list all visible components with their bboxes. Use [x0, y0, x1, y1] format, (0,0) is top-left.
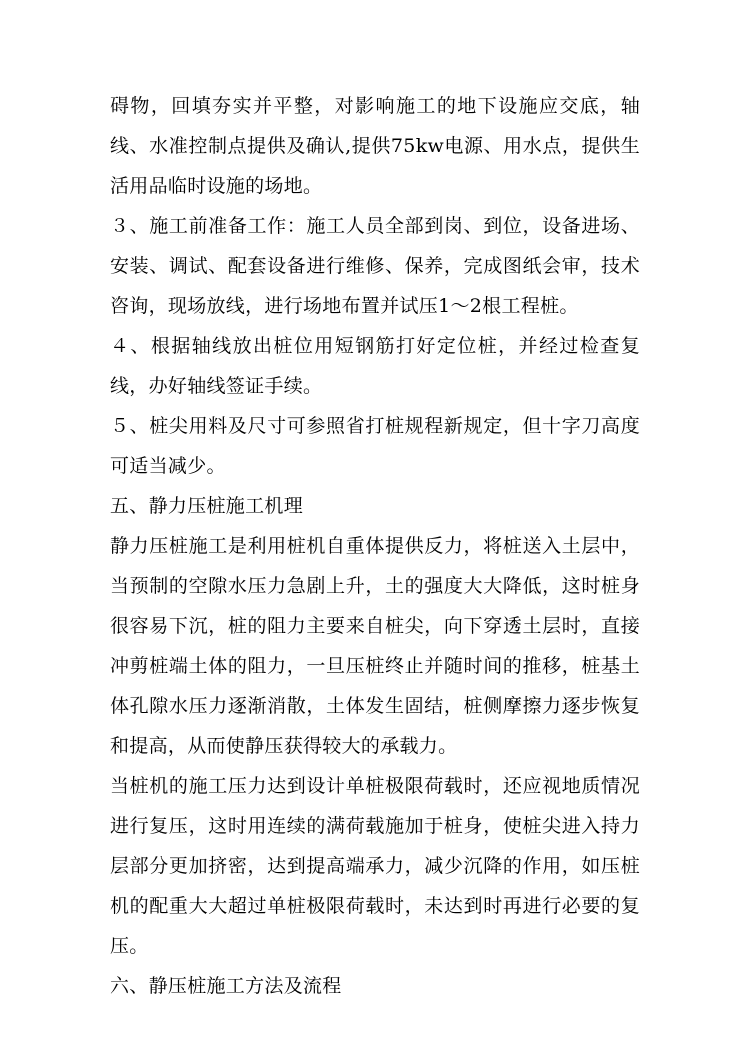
section-heading-6: 六、静压桩施工方法及流程 — [110, 975, 342, 997]
paragraph-item-5-pile-tip: ５、桩尖用料及尺寸可参照省打桩规程新规定，但十字刀高度可适当减少。 — [110, 415, 640, 477]
paragraph-item-3-preparation-work: ３、施工前准备工作：施工人员全部到岗、到位，设备进场、安装、调试、配套设备进行维修、保养，完成图纸会审，技术咨询，现场放线，进行场地布置并试压1～2根工程桩。 — [110, 215, 640, 317]
section-heading-5: 五、静力压桩施工机理 — [110, 495, 304, 517]
paragraph-static-pressing-mechanism: 静力压桩施工是利用桩机自重体提供反力，将桩送入土层中，当预制的空隙水压力急剧上升，土的强度大大降低，这时桩身很容易下沉，桩的阻力主要来自桩尖，向下穿透土层时，直接冲剪桩端土体的阻力，一旦压桩终止并随时间的推移，桩基土体孔隙水压力逐渐消散，土体发生固结，桩侧摩擦力逐步恢复和提高，从而使静压获得较大的承载力。 — [110, 535, 640, 757]
paragraph-item-4-pile-positioning: ４、根据轴线放出桩位用短钢筋打好定位桩，并经过检查复线，办好轴线签证手续。 — [110, 335, 640, 397]
document-body — [110, 86, 640, 1006]
paragraph-re-pressing: 当桩机的施工压力达到设计单桩极限荷载时，还应视地质情况进行复压，这时用连续的满荷载施加于桩身，使桩尖进入持力层部分更加挤密，达到提高端承力，减少沉降的作用，如压桩机的配重大大超过单桩极限荷载时，未达到时再进行必要的复压。 — [110, 775, 640, 957]
paragraph-site-preparation: 碍物，回填夯实并平整，对影响施工的地下设施应交底，轴线、水准控制点提供及确认,提供75kw电源、用水点，提供生活用品临时设施的场地。 — [110, 95, 640, 197]
